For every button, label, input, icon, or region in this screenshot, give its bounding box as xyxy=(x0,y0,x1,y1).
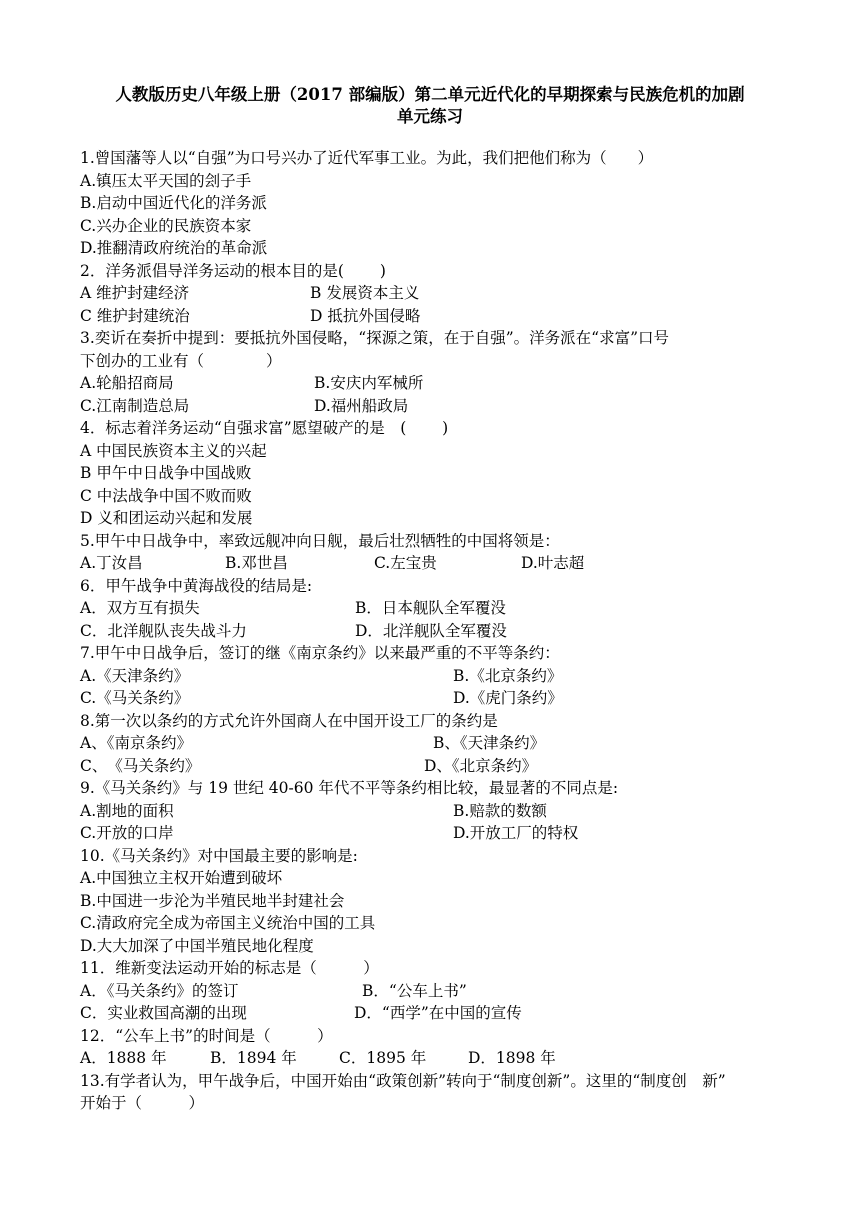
question-8-option-a: A、《南京条约》 xyxy=(80,734,192,752)
question-11-options-row-2 xyxy=(80,1002,785,1025)
question-13-stem-line-2: 开始于（ ） xyxy=(80,1094,205,1112)
question-7-stem: 7.甲午中日战争后，签订的继《南京条约》以来最严重的不平等条约： xyxy=(80,644,560,662)
question-13-stem-line-1: 13.有学者认为，甲午战争后，中国开始由“政策创新”转向于“制度创新”。这里的“制度创 新” xyxy=(80,1071,726,1090)
question-10-option-d: D.大大加深了中国半殖民地化程度 xyxy=(80,936,314,955)
question-11-option-b: B．“公车上书” xyxy=(362,981,467,1000)
question-11-options-row-1 xyxy=(80,980,785,1003)
question-5-stem: 5.甲午中日战争中，率致远舰冲向日舰，最后壮烈牺牲的中国将领是： xyxy=(80,531,560,550)
question-11-option-c: C．实业救国高潮的出现 xyxy=(80,1004,247,1022)
question-2-stem: 2．洋务派倡导洋务运动的根本目的是( ) xyxy=(80,261,386,280)
question-11-stem: 11．维新变法运动开始的标志是（ ） xyxy=(80,959,379,977)
question-9-option-c: C.开放的口岸 xyxy=(80,824,174,842)
question-1-option-d: D.推翻清政府统治的革命派 xyxy=(80,239,268,257)
title-line-1: 人教版历史八年级上册（2017 部编版）第二单元近代化的早期探索与民族危机的加剧 xyxy=(115,85,745,104)
question-8-options-row-1 xyxy=(80,732,785,755)
question-12-stem: 12．“公车上书”的时间是（ ） xyxy=(80,1026,333,1045)
question-7-option-a: A.《天津条约》 xyxy=(80,666,190,685)
question-5-options-row xyxy=(80,552,785,575)
question-3-option-d: D.福州船政局 xyxy=(314,396,409,415)
question-6-options-row-2 xyxy=(80,620,785,643)
question-6-stem: 6．甲午战争中黄海战役的结局是: xyxy=(80,576,313,595)
question-1-option-a: A.镇压太平天国的刽子手 xyxy=(80,171,252,190)
question-3-stem-line-2: 下创办的工业有（ ） xyxy=(80,351,282,370)
question-10-stem: 10.《马关条约》对中国最主要的影响是: xyxy=(80,846,358,865)
question-7-option-c: C.《马关条约》 xyxy=(80,689,190,707)
question-10-option-c: C.清政府完全成为帝国主义统治中国的工具 xyxy=(80,914,376,932)
question-2-option-a: A 维护封建经济 xyxy=(80,284,190,302)
question-5-option-b: B.邓世昌 xyxy=(225,554,288,572)
question-7-options-row-1 xyxy=(80,665,785,688)
question-10-option-b: B.中国进一步沦为半殖民地半封建社会 xyxy=(80,891,345,910)
question-4-option-a: A 中国民族资本主义的兴起 xyxy=(80,441,267,460)
question-9-option-d: D.开放工厂的特权 xyxy=(453,824,579,842)
question-3-option-c: C.江南制造总局 xyxy=(80,396,190,415)
question-8-option-b: B、《天津条约》 xyxy=(433,734,546,752)
question-list xyxy=(80,147,785,1115)
question-5-option-d: D.叶志超 xyxy=(521,554,585,572)
question-2-option-d: D 抵抗外国侵略 xyxy=(310,306,421,325)
document-title xyxy=(60,84,800,128)
question-9-options-row-2 xyxy=(80,822,785,845)
question-6-option-c: C．北洋舰队丧失战斗力 xyxy=(80,621,247,640)
question-8-stem: 8.第一次以条约的方式允许外国商人在中国开设工厂的条约是 xyxy=(80,711,498,730)
question-3-option-a: A.轮船招商局 xyxy=(80,374,174,392)
question-1-option-c: C.兴办企业的民族资本家 xyxy=(80,216,252,235)
question-7-options-row-2 xyxy=(80,687,785,710)
question-3-options-row-1 xyxy=(80,372,785,395)
question-1-stem: 1.曾国藩等人以“自强”为口号兴办了近代军事工业。为此，我们把他们称为（ ） xyxy=(80,149,654,167)
question-2-option-c: C 维护封建统治 xyxy=(80,306,190,325)
question-6-option-d: D．北洋舰队全军覆没 xyxy=(355,621,507,640)
question-8-option-c: C、 《马关条约》 xyxy=(80,756,201,775)
question-4-option-b: B 甲午中日战争中国战败 xyxy=(80,464,252,482)
question-9-options-row-1 xyxy=(80,800,785,823)
title-line-2: 单元练习 xyxy=(397,107,463,126)
question-11-option-d: D．“西学”在中国的宣传 xyxy=(354,1004,522,1022)
question-12-option-b: B．1894 年 xyxy=(210,1049,297,1067)
question-8-option-d: D、《北京条约》 xyxy=(424,756,538,775)
question-12-option-d: D．1898 年 xyxy=(468,1049,556,1067)
question-12-options-row xyxy=(80,1047,785,1070)
question-1-option-b: B.启动中国近代化的洋务派 xyxy=(80,194,267,212)
question-2-options-row-2 xyxy=(80,305,785,328)
question-10-option-a: A.中国独立主权开始遭到破坏 xyxy=(80,869,283,887)
question-4-stem: 4．标志着洋务运动“自强求富”愿望破产的是 ( ) xyxy=(80,419,449,437)
question-9-option-a: A.割地的面积 xyxy=(80,801,174,820)
question-2-option-b: B 发展资本主义 xyxy=(310,284,420,302)
question-5-option-c: C.左宝贵 xyxy=(374,554,437,572)
question-8-options-row-2 xyxy=(80,755,785,778)
question-9-option-b: B.赔款的数额 xyxy=(453,801,547,820)
question-3-options-row-2 xyxy=(80,395,785,418)
question-6-option-b: B．日本舰队全军覆没 xyxy=(355,599,506,617)
question-5-option-a: A.丁汝昌 xyxy=(80,554,143,572)
question-3-option-b: B.安庆内军械所 xyxy=(314,374,424,392)
question-12-option-a: A．1888 年 xyxy=(80,1049,167,1067)
question-2-options-row-1 xyxy=(80,282,785,305)
question-4-option-c: C 中法战争中国不败而败 xyxy=(80,486,252,505)
question-6-option-a: A．双方互有损失 xyxy=(80,599,200,617)
question-7-option-d: D.《虎门条约》 xyxy=(453,689,563,707)
question-12-option-c: C．1895 年 xyxy=(339,1049,427,1067)
question-11-option-a: A．《马关条约》的签订 xyxy=(80,981,239,1000)
question-9-stem: 9.《马关条约》与 19 世纪 40-60 年代不平等条约相比较，最显著的不同点是: xyxy=(80,779,619,797)
question-7-option-b: B.《北京条约》 xyxy=(453,666,563,685)
question-3-stem-line-1: 3.奕䜣在奏折中提到：要抵抗外国侵略，“探源之策，在于自强”。洋务派在“求富”口号 xyxy=(80,329,669,347)
question-4-option-d: D 义和团运动兴起和发展 xyxy=(80,509,253,527)
question-6-options-row-1 xyxy=(80,597,785,620)
